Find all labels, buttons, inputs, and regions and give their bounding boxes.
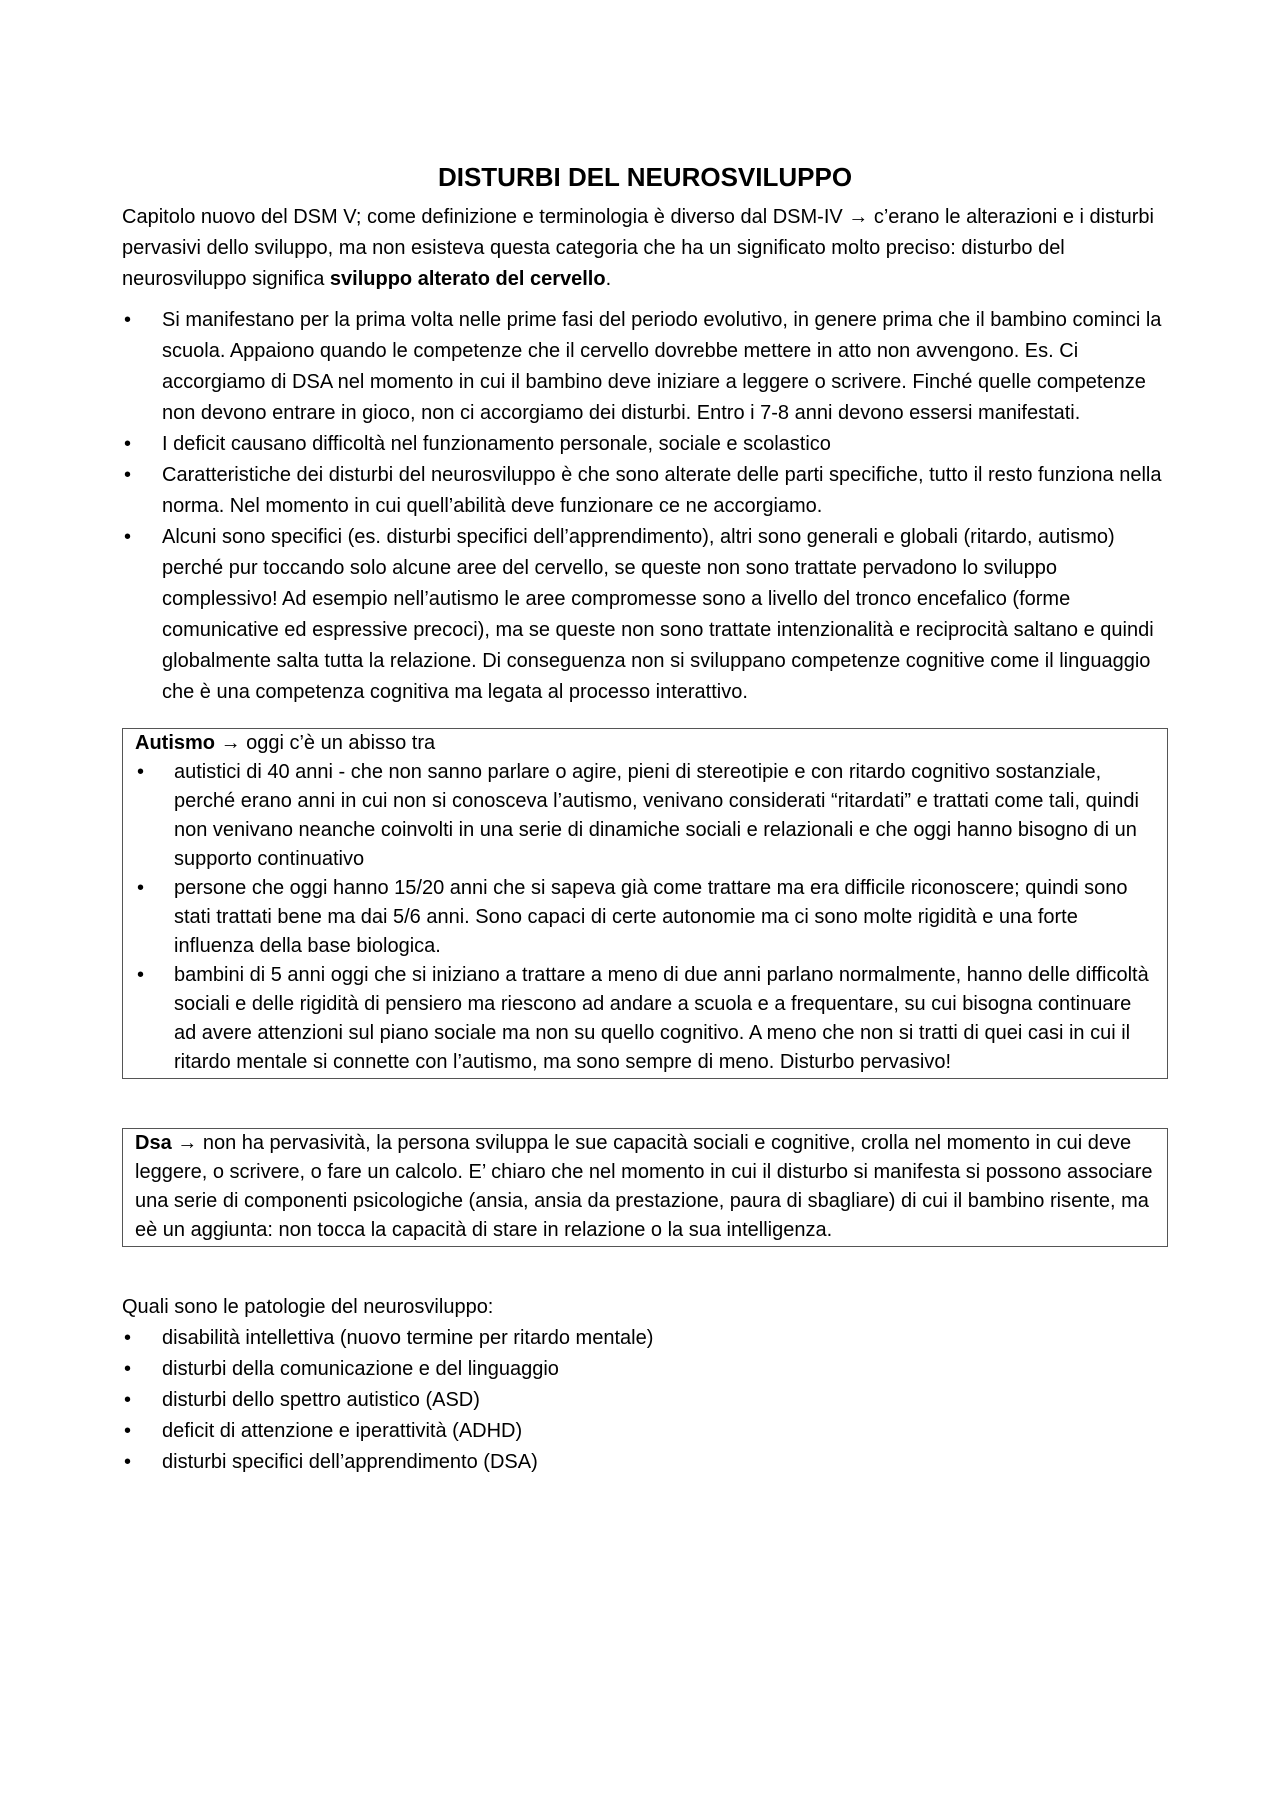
list-item: • disturbi specifici dell’apprendimento (DSA) <box>122 1447 1168 1478</box>
list-item: • Caratteristiche dei disturbi del neurosviluppo è che sono alterate delle parti specifiche, tutto il resto funziona nella norma. Nel momento in cui quell’abilità deve funzionare ce ne accorgiamo. <box>122 460 1168 522</box>
intro-end: . <box>605 268 612 290</box>
patologie-list <box>122 1323 1168 1478</box>
list-item: • I deficit causano difficoltà nel funzionamento personale, sociale e scolastico <box>122 429 1168 460</box>
list-item: • disturbi della comunicazione e del linguaggio <box>122 1354 1168 1385</box>
intro-paragraph <box>122 202 1168 295</box>
intro-text: Capitolo nuovo del DSM V; come definizione e terminologia è diverso dal DSM-IV → c’erano le alterazioni e i disturbi pervasivi dello sviluppo, ma non esisteva questa categoria che ha un significato molto preciso: disturbo del neurosviluppo significa <box>122 206 1154 290</box>
dsa-heading: Dsa <box>135 1132 172 1154</box>
autismo-heading-line <box>135 729 1155 758</box>
list-item: • deficit di attenzione e iperattività (ADHD) <box>122 1416 1168 1447</box>
list-item: • disturbi dello spettro autistico (ASD) <box>122 1385 1168 1416</box>
list-item: • persone che oggi hanno 15/20 anni che si sapeva già come trattare ma era difficile riconoscere; quindi sono stati trattati bene ma dai 5/6 anni. Sono capaci di certe autonomie ma ci sono molte rigidità e una forte influenza della base biologica. <box>135 874 1155 961</box>
autismo-heading: Autismo <box>135 732 215 754</box>
autismo-list <box>135 758 1155 1077</box>
list-item: • Alcuni sono specifici (es. disturbi specifici dell’apprendimento), altri sono generali e globali (ritardo, autismo) perché pur toccando solo alcune aree del cervello, se queste non sono trattate pervadono lo sviluppo complessivo! Ad esempio nell’autismo le aree compromesse sono a livello del tronco encefalico (forme comunicative ed espressive precoci), ma se queste non sono trattate intenzionalità e reciprocità saltano e quindi globalmente salta tutta la relazione. Di conseguenza non si sviluppano competenze cognitive come il linguaggio che è una competenza cognitiva ma legata al processo interattivo. <box>122 522 1168 708</box>
intro-bold-text: sviluppo alterato del cervello <box>329 268 606 290</box>
autismo-lead: oggi c’è un abisso tra <box>240 732 436 754</box>
patologie-heading: Quali sono le patologie del neurosviluppo: <box>122 1296 494 1318</box>
page-title: DISTURBI DEL NEUROSVILUPPO <box>437 162 853 192</box>
dsa-box <box>122 1128 1168 1247</box>
dsa-paragraph <box>135 1129 1155 1245</box>
arrow-right-icon: → <box>177 1132 198 1154</box>
list-item: • Si manifestano per la prima volta nelle prime fasi del periodo evolutivo, in genere prima che il bambino cominci la scuola. Appaiono quando le competenze che il cervello dovrebbe mettere in atto non avvengono. Es. Ci accorgiamo di DSA nel momento in cui il bambino deve iniziare a leggere o scrivere. Finché quelle competenze non devono entrare in gioco, non ci accorgiamo dei disturbi. Entro i 7-8 anni devono essersi manifestati. <box>122 305 1168 429</box>
main-bullet-list <box>122 305 1168 708</box>
arrow-right-icon: → <box>220 732 241 754</box>
list-item: • autistici di 40 anni - che non sanno parlare o agire, pieni di stereotipie e con ritardo cognitivo sostanziale, perché erano anni in cui non si conosceva l’autismo, venivano considerati “ritardati” e trattati come tali, quindi non venivano neanche coinvolti in una serie di dinamiche sociali e relazionali e che oggi hanno bisogno di un supporto continuativo <box>135 758 1155 874</box>
document-content <box>122 160 1168 1478</box>
autismo-box <box>122 728 1168 1079</box>
list-item: • bambini di 5 anni oggi che si iniziano a trattare a meno di due anni parlano normalmente, hanno delle difficoltà sociali e delle rigidità di pensiero ma riescono ad andare a scuola e a frequentare, su cui bisogna continuare ad avere attenzioni sul piano sociale ma non su quello cognitivo. A meno che non si tratti di quei casi in cui il ritardo mentale si connette con l’autismo, ma sono sempre di meno. Disturbo pervasivo! <box>135 961 1155 1077</box>
list-item: • disabilità intellettiva (nuovo termine per ritardo mentale) <box>122 1323 1168 1354</box>
dsa-text: non ha pervasività, la persona sviluppa le sue capacità sociali e cognitive, crolla nel momento in cui deve leggere, o scrivere, o fare un calcolo. E’ chiaro che nel momento in cui il disturbo si manifesta si possono associare una serie di componenti psicologiche (ansia, ansia da prestazione, paura di sbagliare) di cui il bambino risente, ma eè un aggiunta: non tocca la capacità di stare in relazione o la sua intelligenza. <box>135 1132 1153 1241</box>
